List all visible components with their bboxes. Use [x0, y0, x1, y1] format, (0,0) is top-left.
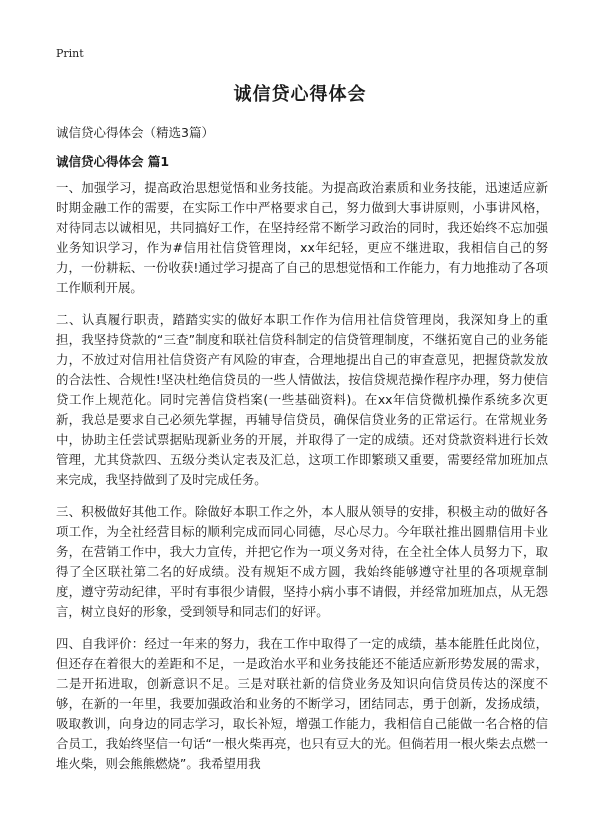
document-body: [56, 178, 548, 786]
document-subtitle: 诚信贷心得体会（精选3篇）: [56, 125, 214, 140]
print-link[interactable]: Print: [56, 47, 84, 60]
paragraph-4: 四、自我评价：经过一年来的努力，我在工作中取得了一定的成绩，基本能胜任此岗位，但还存在着很大的差距和不足，一是政治水平和业务技能还不能适应新形势发展的需求，二是开拓进取，创新意识不足。三是对联社新的信贷业务及知识向信贷员传达的深度不够，在新的一年里，我要加强政治和业务的不断学习，团结同志，勇于创新，发扬成绩，吸取教训，向身边的同志学习，取长补短，增强工作能力，我相信自己能做一名合格的信合员工，我始终坚信一句话“一根火柴再亮，也只有豆大的光。但倘若用一根火柴去点燃一堆火柴，则会熊熊燃烧”。我希望用我: [56, 636, 548, 771]
paragraph-3: 三、积极做好其他工作。除做好本职工作之外，本人服从领导的安排，积极主动的做好各项工作，为全社经营目标的顺利完成而同心同德，尽心尽力。今年联社推出圆鼎信用卡业务，在营销工作中，我大力宣传，并把它作为一项义务对待，在全社全体人员努力下，取得了全区联社第二名的好成绩。没有规矩不成方圆，我始终能够遵守社里的各项规章制度，遵守劳动纪律，平时有事很少请假，坚持小病小事不请假，并经常加班加点，从无怨言，树立良好的形象，受到领导和同志们的好评。: [56, 504, 548, 619]
section-heading: 诚信贷心得体会 篇1: [56, 154, 170, 169]
paragraph-1: 一、加强学习，提高政治思想觉悟和业务技能。为提高政治素质和业务技能，迅速适应新时期金融工作的需要，在实际工作中严格要求自己，努力做到大事讲原则，小事讲风格，对待同志以诚相见，共同搞好工作，在坚持经常不断学习政治的同时，我还始终不忘加强业务知识学习，作为#信用社信贷管理岗，xx年纪轻，更应不继进取，我相信自己的努力，一份耕耘、一份收获!通过学习提高了自己的思想觉悟和工作能力，有力地推动了各项工作顺利开展。: [56, 180, 548, 295]
paragraph-2: 二、认真履行职责，踏踏实实的做好本职工作作为信用社信贷管理岗，我深知身上的重担，我坚持贷款的“三查”制度和联社信贷科制定的信贷管理制度，不继拓宽自己的业务能力，不放过对信用社信贷资产有风险的审查，合理地提出自己的审查意见，把握贷款发放的合法性、合规性!坚决杜绝信贷员的一些人情做法，按信贷规范操作程序办理，努力使信贷工作上规范化。同时完善信贷档案(一些基础资料)。在xx年信贷微机操作系统多次更新，我总是要求自己必须先掌握，再辅导信贷员，确保信贷业务的正常运行。在常规业务中，协助主任尝试票据贴现新业务的开展，并取得了一定的成绩。还对贷款资料进行长效管理，尤其贷款四、五级分类认定表及汇总，这项工作即繁琐又重要，需要经常加班加点来完成，我坚持做到了及时完成任务。: [56, 312, 548, 487]
document-title: 诚信贷心得体会: [233, 84, 367, 105]
